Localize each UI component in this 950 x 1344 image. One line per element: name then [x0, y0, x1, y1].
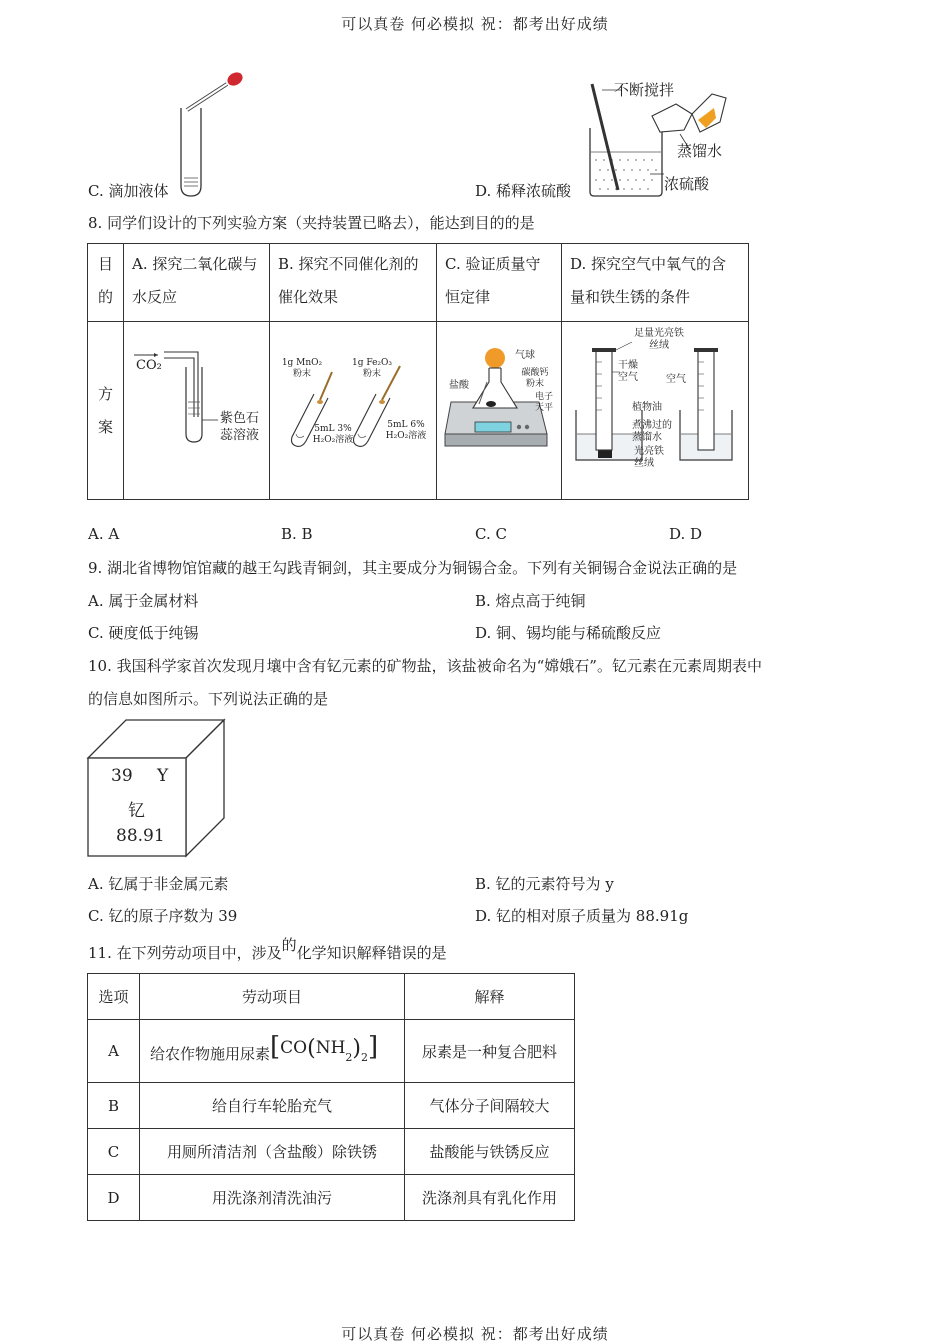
th-item: 劳动项目 — [140, 974, 405, 1020]
row-c-explain: 盐酸能与铁锈反应 — [405, 1129, 575, 1175]
cell-d-purpose: D. 探究空气中氧气的含量和铁生锈的条件 — [562, 244, 749, 322]
label-co2: CO₂ — [136, 358, 162, 373]
label-mno2: 1g MnO₂ 粉末 — [281, 358, 323, 379]
label-dry-air: 干燥空气 — [618, 360, 638, 383]
q9-stem: 9. 湖北省博物馆馆藏的越王勾践青铜剑，其主要成分为铜锡合金。下列有关铜锡合金说法正确的是 — [88, 559, 738, 577]
q10-option-b: B. 钇的元素符号为 y — [475, 875, 614, 893]
label-caco3: 碳酸钙粉末 — [521, 368, 549, 389]
row-a-option: A — [88, 1020, 140, 1083]
label-hcl: 盐酸 — [449, 380, 469, 391]
element-name: 钇 — [128, 801, 145, 821]
element-symbol: Y — [157, 766, 169, 786]
q10-option-a: A. 钇属于非金属元素 — [88, 875, 229, 893]
catalyst-figure — [270, 322, 436, 487]
dropper-figure — [165, 68, 255, 198]
q8-option-a: A. A — [88, 525, 120, 543]
table-row — [88, 1129, 575, 1175]
row-head-plan: 方案 — [88, 322, 124, 500]
label-balance: 电子天平 — [534, 392, 553, 413]
q9-option-d: D. 铜、锡均能与稀硫酸反应 — [475, 624, 662, 642]
table-row — [88, 1083, 575, 1129]
q7-option-c: C. 滴加液体 — [88, 182, 169, 200]
row-b-item: 给自行车轮胎充气 — [140, 1083, 405, 1129]
row-c-item: 用厕所清洁剂（含盐酸）除铁锈 — [140, 1129, 405, 1175]
row-d-item: 用洗涤剂清洗油污 — [140, 1175, 405, 1221]
label-air: 空气 — [666, 374, 686, 385]
q10-option-d: D. 钇的相对原子质量为 88.91g — [475, 907, 689, 925]
th-explain: 解释 — [405, 974, 575, 1020]
label-acid: 浓硫酸 — [664, 175, 710, 193]
q11-table — [87, 973, 575, 1221]
q11-stem: 11. 在下列劳动项目中，涉及的化学知识解释错误的是 — [88, 936, 447, 962]
q9-option-a: A. 属于金属材料 — [88, 592, 199, 610]
table-row — [88, 1020, 575, 1083]
th-option: 选项 — [88, 974, 140, 1020]
label-litmus: 紫色石蕊溶液 — [220, 411, 260, 443]
label-balloon: 气球 — [515, 350, 535, 361]
cell-c-purpose: C. 验证质量守恒定律 — [437, 244, 562, 322]
fig-d-cell — [562, 322, 749, 500]
row-a-item: 给农作物施用尿素$[CO(NH_2)_2]$ — [140, 1020, 405, 1083]
q10-stem-line1: 10. 我国科学家首次发现月壤中含有钇元素的矿物盐，该盐被命名为“嫦娥石”。钇元素在元素周期表中 — [88, 657, 762, 675]
q8-option-c: C. C — [475, 525, 507, 543]
fig-a-cell — [124, 322, 270, 500]
fig-c-cell — [437, 322, 562, 500]
q10-stem-line2: 的信息如图所示。下列说法正确的是 — [88, 690, 329, 708]
row-head-purpose: 目的 — [88, 244, 124, 322]
label-wool-top: 足量光亮铁丝绒 — [634, 328, 684, 351]
label-fe2o3: 1g Fe₂O₃ 粉末 — [351, 358, 393, 379]
row-d-explain: 洗涤剂具有乳化作用 — [405, 1175, 575, 1221]
label-h2o2-3: 5mL 3% H₂O₂溶液 — [312, 424, 354, 445]
label-stir: 不断搅拌 — [614, 81, 675, 99]
q8-option-b: B. B — [281, 525, 313, 543]
q8-stem: 8. 同学们设计的下列实验方案（夹持装置已略去），能达到目的的是 — [88, 214, 535, 232]
label-wool-bottom: 光亮铁丝绒 — [634, 446, 664, 469]
q8-table — [87, 243, 749, 500]
label-boiled-water: 煮沸过的蒸馏水 — [632, 420, 672, 443]
co2-litmus-figure — [124, 322, 269, 487]
element-mass: 88.91 — [116, 826, 165, 846]
row-d-option: D — [88, 1175, 140, 1221]
table-row — [88, 1175, 575, 1221]
page-footer: 可以真卷 何必模拟 祝：都考出好成绩 — [341, 1325, 609, 1343]
row-b-explain: 气体分子间隔较大 — [405, 1083, 575, 1129]
cell-b-purpose: B. 探究不同催化剂的催化效果 — [270, 244, 437, 322]
label-water: 蒸馏水 — [677, 142, 723, 160]
label-oil: 植物油 — [632, 402, 662, 413]
element-number: 39 — [111, 766, 133, 786]
label-h2o2-6: 5mL 6% H₂O₂溶液 — [385, 420, 427, 441]
page-header: 可以真卷 何必模拟 祝：都考出好成绩 — [341, 15, 609, 33]
row-c-option: C — [88, 1129, 140, 1175]
cell-a-purpose: A. 探究二氧化碳与水反应 — [124, 244, 270, 322]
q10-option-c: C. 钇的原子序数为 39 — [88, 907, 238, 925]
q9-option-c: C. 硬度低于纯锡 — [88, 624, 199, 642]
q7-option-d: D. 稀释浓硫酸 — [475, 182, 572, 200]
row-a-explain: 尿素是一种复合肥料 — [405, 1020, 575, 1083]
fig-b-cell — [270, 322, 437, 500]
row-b-option: B — [88, 1083, 140, 1129]
q8-option-d: D. D — [669, 525, 703, 543]
q9-option-b: B. 熔点高于纯铜 — [475, 592, 586, 610]
